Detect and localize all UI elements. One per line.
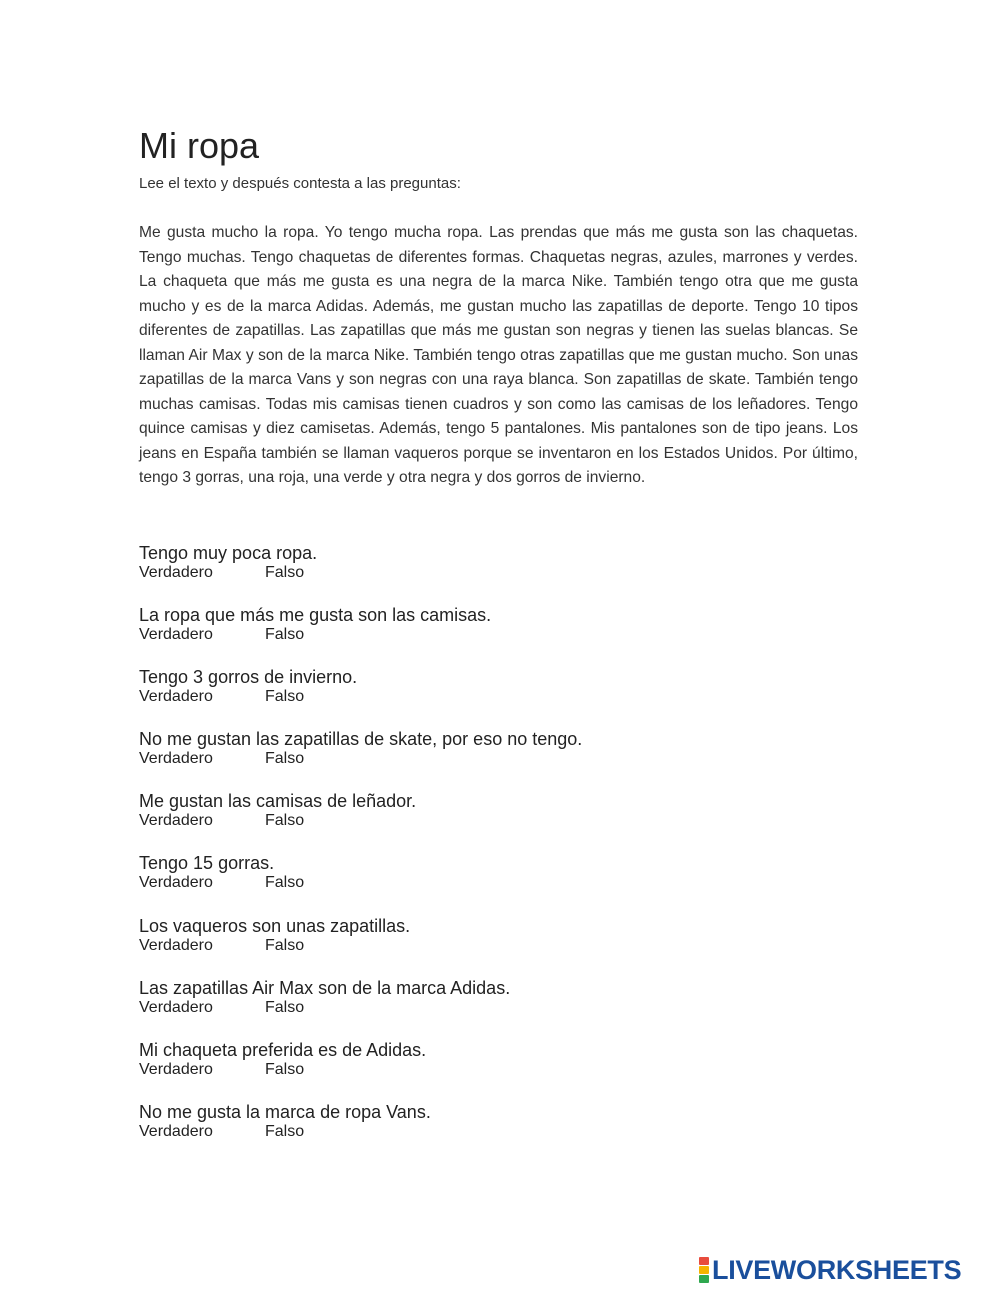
answer-false-option[interactable]: Falso <box>265 564 305 581</box>
question-text: Las zapatillas Air Max son de la marca Adidas. <box>139 977 511 998</box>
question-text: La ropa que más me gusta son las camisas. <box>139 605 492 626</box>
question-text: Me gustan las camisas de leñador. <box>139 791 417 812</box>
question-text: Tengo 15 gorras. <box>139 853 275 874</box>
answer-true-option[interactable]: Verdadero <box>139 750 213 768</box>
question-item <box>139 1038 859 1100</box>
answer-false-option[interactable]: Falso <box>265 688 305 706</box>
logo-blocks-icon <box>699 1257 709 1283</box>
question-item <box>139 851 859 913</box>
answer-false-option[interactable]: Falso <box>265 750 305 768</box>
reading-passage: Me gusta mucho la ropa. Yo tengo mucha ropa. Las prendas que más me gusta son las chaquetas. Tengo muchas. Tengo chaquetas de diferentes formas. Chaquetas negras, azules, marrones y verdes. La chaqueta que más me gusta es una negra de la marca Nike. También tengo otra que me gusta mucho y es de la marca Adidas. Además, me gustan mucho las zapatillas de deporte. Tengo 10 tipos diferentes de zapatillas. Las zapatillas que más me gustan son negras y tienen las suelas blancas. Se llaman Air Max y son de la marca Nike. También tengo otras zapatillas que me gustan mucho. Son unas zapatillas de la marca Vans y son negras con una raya blanca. Son zapatillas de skate. También tengo muchas camisas. Todas mis camisas tienen cuadros y son como las camisas de los leñadores. Tengo quince camisas y diez camisetas. Además, tengo 5 pantalones. Mis pantalones son de tipo jeans. Los jeans en España también se llaman vaqueros porque se inventaron en los Estados Unidos. Por último, tengo 3 gorras, una roja, una verde y otra negra y dos gorros de invierno. <box>139 224 858 486</box>
logo-block-middle <box>699 1266 709 1274</box>
answer-true-option[interactable]: Verdadero <box>139 626 213 644</box>
answer-true-option[interactable]: Verdadero <box>139 936 213 954</box>
question-item <box>139 914 859 976</box>
question-item <box>139 603 859 665</box>
question-item <box>139 789 859 851</box>
answer-true-option[interactable]: Verdadero <box>139 874 213 892</box>
answer-true-option[interactable]: Verdadero <box>139 812 213 830</box>
answer-false-option[interactable]: Falso <box>265 936 305 954</box>
answer-true-option[interactable]: Verdadero <box>139 1060 213 1078</box>
question-item <box>139 1100 859 1162</box>
question-item <box>139 727 859 789</box>
questions-list <box>139 541 859 1162</box>
question-item <box>139 541 859 603</box>
question-item <box>139 976 859 1038</box>
instructions: Lee el texto y después contesta a las preguntas: <box>139 175 461 192</box>
answer-false-option[interactable]: Falso <box>265 874 305 892</box>
page-title: Mi ropa <box>139 125 260 166</box>
answer-true-option[interactable]: Verdadero <box>139 998 213 1016</box>
logo-block-top <box>699 1257 709 1265</box>
liveworksheets-logo <box>699 1254 961 1286</box>
question-text: Los vaqueros son unas zapatillas. <box>139 915 411 936</box>
answer-false-option[interactable]: Falso <box>265 1122 305 1140</box>
answer-false-option[interactable]: Falso <box>265 998 305 1016</box>
answer-false-option[interactable]: Falso <box>265 626 305 644</box>
answer-true-option[interactable]: Verdadero <box>139 688 213 706</box>
answer-false-option[interactable]: Falso <box>265 1060 305 1078</box>
logo-text: LIVEWORKSHEETS <box>712 1254 962 1285</box>
answer-true-option[interactable]: Verdadero <box>139 564 213 581</box>
question-text: No me gustan las zapatillas de skate, por eso no tengo. <box>139 729 583 750</box>
answer-true-option[interactable]: Verdadero <box>139 1122 213 1140</box>
question-text: Tengo muy poca ropa. <box>139 543 318 563</box>
question-text: Tengo 3 gorros de invierno. <box>139 667 358 688</box>
logo-block-bottom <box>699 1275 709 1283</box>
question-item <box>139 665 859 727</box>
question-text: No me gusta la marca de ropa Vans. <box>139 1101 431 1122</box>
answer-false-option[interactable]: Falso <box>265 812 305 830</box>
question-text: Mi chaqueta preferida es de Adidas. <box>139 1039 427 1060</box>
